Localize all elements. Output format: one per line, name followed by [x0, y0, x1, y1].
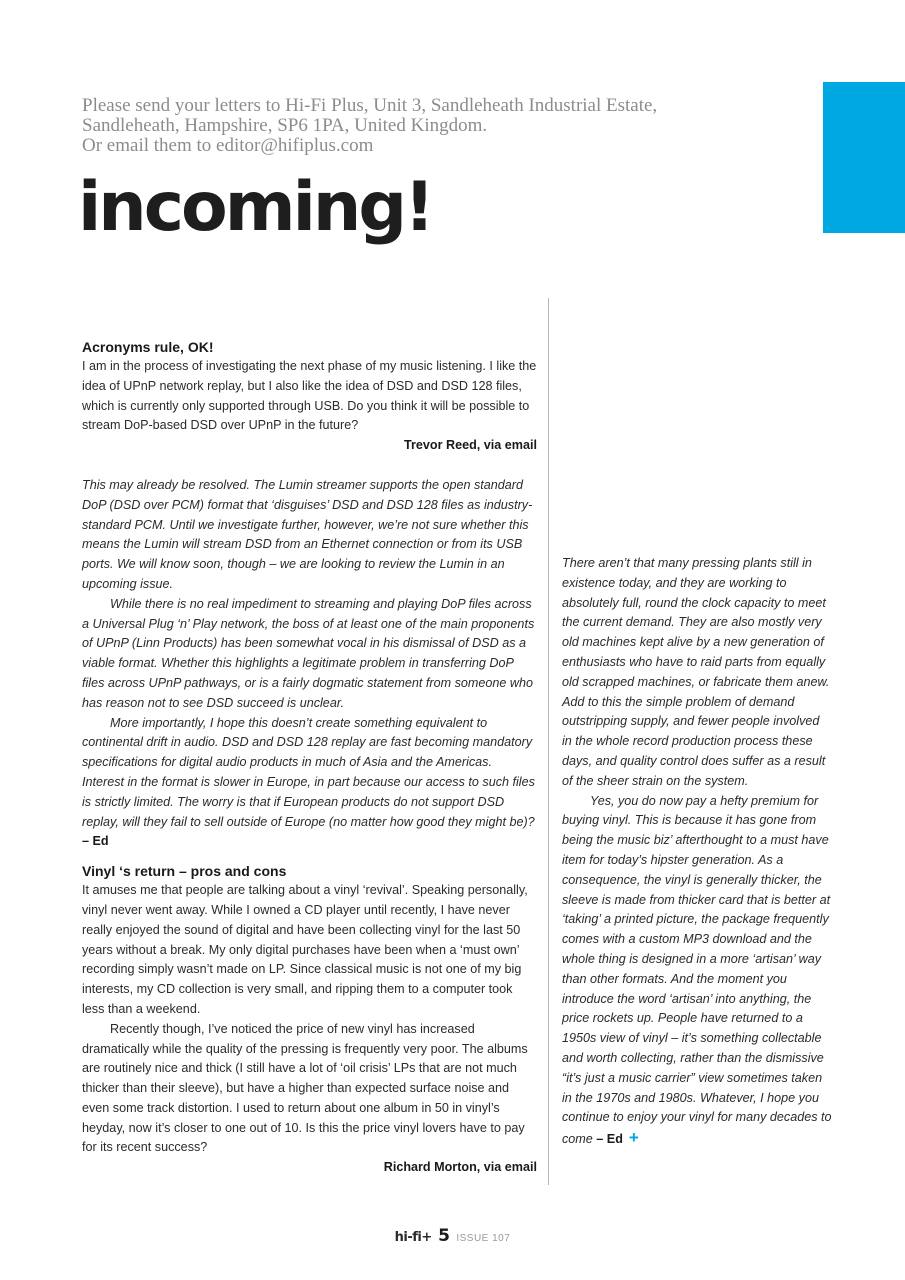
section-color-tab: [823, 82, 905, 233]
end-mark-icon: +: [628, 1128, 639, 1148]
editor-reply-paragraph: [82, 714, 537, 853]
address-line: Or email them to editor@hifiplus.com: [82, 135, 374, 156]
letter-body: I am in the process of investigating the next phase of my music listening. I like the idea of UPnP network replay, but I also like the idea of DSD and DSD 128 files, which is currently only supported through USB. Do you think it will be possible to stream DoP-based DSD over UPnP in the future?: [82, 359, 537, 433]
letter-signature: Trevor Reed, via email: [403, 438, 537, 453]
address-line: Sandleheath, Hampshire, SP6 1PA, United Kingdom.: [82, 115, 488, 136]
editor-signoff: – Ed: [596, 1132, 623, 1147]
letter-heading: Vinyl ‘s return – pros and cons: [82, 863, 287, 880]
page-footer: [0, 1226, 905, 1249]
letter-body: Recently though, I’ve noticed the price of new vinyl has increased dramatically while the quality of the pressing is frequently very poor. The albums are routinely nice and thick (I still have a lot of ‘oil crisis’ LPs that are not much thicker than their sleeve), but have a higher than expected surface noise and even some track distortion. I used to return about one album in 50 in vinyl’s heyday, now it’s closer to one out of 10. Is this the price vinyl lovers have to pay for its recent success?: [82, 1021, 528, 1155]
magazine-logo: hi-fi+: [394, 1230, 432, 1245]
editor-signoff: – Ed: [82, 834, 109, 849]
editor-reply-paragraph: This may already be resolved. The Lumin streamer supports the open standard DoP (DSD over PCM) format that ‘disguises’ DSD and DSD 128 files as industry-standard PCM. Until we investigate further, however, we’re not sure whether this means the Lumin will stream DSD from an Ethernet connection or from its USB ports. We will know soon, though – we are looking to review the Lumin in an upcoming issue.: [82, 477, 533, 591]
page-title: incoming!: [78, 168, 433, 247]
letter-body: It amuses me that people are talking about a vinyl ‘revival’. Speaking personally, vinyl never went away. While I owned a CD player until recently, I have never really enjoyed the sound of digital and have been collecting vinyl for the last 50 years without a break. My only digital purchases have been when a ‘must own’ recording simply wasn’t made on LP. Since classical music is not one of my big interests, my CD collection is very small, and ripping them to a computer took less than a weekend.: [82, 883, 528, 1016]
letters-address: [82, 96, 802, 156]
reply-text: More importantly, I hope this doesn’t create something equivalent to continental drift in audio. DSD and DSD 128 replay are fast becoming mandatory specifications for digital audio products in much of Asia and the Americas. Interest in the format is slower in Europe, in part because our access to such files is strictly limited. The worry is that if European products do not support DSD replay, will they fail to sell outside of Europe (no matter how good they might be)?: [82, 715, 535, 829]
right-column: [562, 554, 832, 1150]
editor-reply-paragraph: [562, 792, 832, 1150]
reply-text: Yes, you do now pay a hefty premium for buying vinyl. This is because it has gone from being the music biz’ afterthought to a must have item for today’s hipster generation. As a consequence, the vinyl is generally thicker, the sleeve is made from thicker card that is better at ‘taking’ a printed picture, the package frequently comes with a custom MP3 download and the whole thing is designed in a more ‘artisan’ way than other formats. And the moment you introduce the word ‘artisan’ into anything, the price rockets up. People have returned to a 1950s view of vinyl – it’s something collectable and worth collecting, rather than the dismissive “it’s just a music carrier” view sometimes taken in the 1970s and 1980s. Whatever, I hope you continue to enjoy your vinyl for many decades to come: [562, 793, 832, 1147]
left-column: [82, 337, 537, 1178]
page-number: 5: [438, 1226, 450, 1246]
address-line: Please send your letters to Hi-Fi Plus, Unit 3, Sandleheath Industrial Estate,: [82, 95, 658, 116]
editor-reply-paragraph: There aren’t that many pressing plants still in existence today, and they are working to absolutely full, round the clock capacity to meet the current demand. They are also mostly very old machines kept alive by a new generation of enthusiasts who have to raid parts from equally old scrapped machines, or fabricate them anew. Add to this the simple problem of demand outstripping supply, and fewer people involved in the whole record production process these days, and quality control does suffer as a result of the sheer strain on the system.: [562, 556, 830, 788]
letter-heading: Acronyms rule, OK!: [82, 339, 214, 355]
editor-reply-paragraph: While there is no real impediment to streaming and playing DoP files across a Universal Plug ‘n’ Play network, the boss of at least one of the main proponents of UPnP (Linn Products) has been somewhat vocal in his dismissal of DSD as a viable format. Whether this highlights a legitimate problem in transferring DoP files across UPnP pathways, or is a fairly dogmatic statement from someone who has reason not to see DSD succeed is unclear.: [82, 596, 535, 710]
letter-signature: Richard Morton, via email: [383, 1160, 537, 1175]
issue-label: ISSUE 107: [456, 1233, 511, 1244]
column-divider: [548, 298, 549, 1185]
